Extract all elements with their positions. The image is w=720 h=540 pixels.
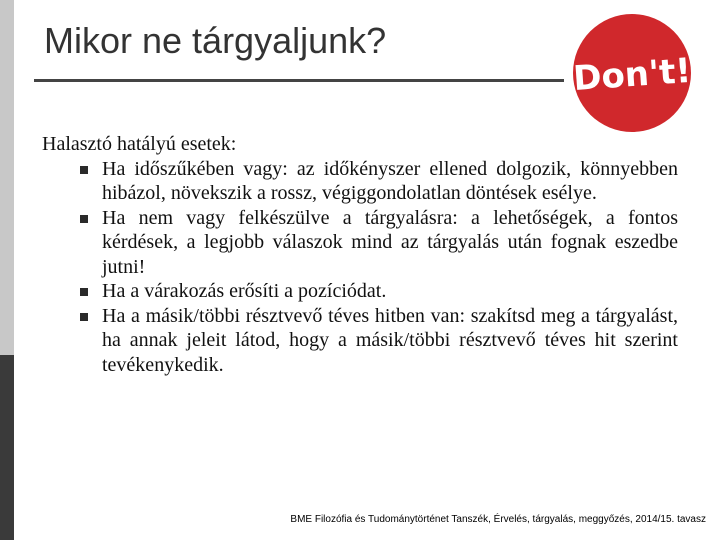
square-bullet-icon [80,288,88,296]
slide-content [42,132,678,377]
slide-footer: BME Filozófia és Tudománytörténet Tanszék, Érvelés, tárgyalás, meggyőzés, 2014/15. tavasz [290,514,706,525]
square-bullet-icon [80,166,88,174]
bullet-item [102,157,678,206]
title-underline [34,79,564,82]
sidebar-accent-light [0,0,14,355]
square-bullet-icon [80,313,88,321]
sidebar-accent-dark [0,355,14,540]
bullet-list [42,157,678,378]
badge-text: Don't! [571,50,693,100]
bullet-text: Ha nem vagy felkészülve a tárgyalásra: a lehetőségek, a fontos kérdések, a legjobb válaszok mind az tárgyalás után fognak eszedbe jutni! [102,206,678,278]
slide-title: Mikor ne tárgyaljunk? [44,20,387,61]
bullet-text: Ha a másik/többi résztvevő téves hitben van: szakítsd meg a tárgyalást, ha annak jeleit látod, hogy a másik/többi résztvevő téves hit szerint tevékenykedik. [102,304,678,376]
bullet-text: Ha a várakozás erősíti a pozíciódat. [102,280,387,302]
section-heading: Halasztó hatályú esetek: [42,133,237,155]
bullet-item [102,279,678,304]
bullet-text: Ha időszűkében vagy: az időkényszer ellened dolgozik, könnyebben hibázol, növekszik a rossz, végiggondolatlan döntések esélye. [102,157,678,204]
bullet-item [102,304,678,378]
bullet-item [102,206,678,280]
square-bullet-icon [80,215,88,223]
dont-badge-icon [563,13,701,133]
